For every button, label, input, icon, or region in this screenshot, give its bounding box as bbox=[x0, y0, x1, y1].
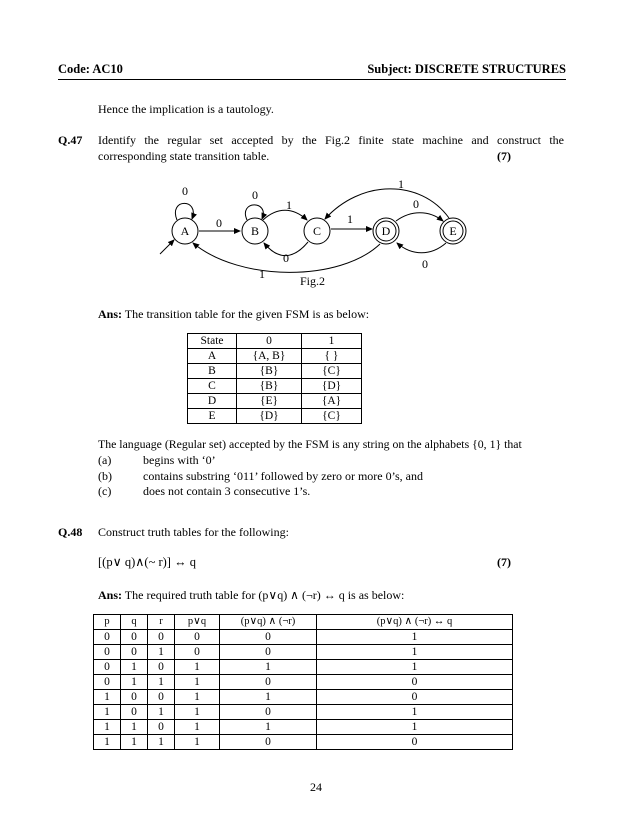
edge-a-self bbox=[175, 203, 193, 220]
table-cell: 1 bbox=[148, 675, 175, 690]
condition-c-label: (c) bbox=[98, 484, 112, 498]
table-row bbox=[188, 379, 362, 394]
table-cell: 0 bbox=[148, 690, 175, 705]
table-header-row bbox=[188, 334, 362, 349]
table-header-cell: p bbox=[94, 615, 121, 630]
table-cell: 1 bbox=[94, 690, 121, 705]
table-cell: 1 bbox=[121, 720, 148, 735]
table-cell: 0 bbox=[175, 645, 220, 660]
table-header-cell: 1 bbox=[302, 334, 362, 349]
table-cell: 0 bbox=[121, 705, 148, 720]
table-cell: 0 bbox=[94, 630, 121, 645]
state-a-label: A bbox=[180, 224, 190, 238]
table-row bbox=[94, 645, 513, 660]
start-arrow bbox=[160, 240, 174, 254]
edge-c-d-label: 1 bbox=[347, 212, 353, 226]
state-b-label: B bbox=[250, 224, 260, 238]
table-cell: 0 bbox=[121, 630, 148, 645]
table-cell: 0 bbox=[148, 660, 175, 675]
table-row bbox=[188, 349, 362, 364]
table-cell: 1 bbox=[317, 720, 513, 735]
edge-b-c bbox=[263, 210, 307, 220]
q48-text: Construct truth tables for the following: bbox=[98, 525, 289, 539]
table-cell: {C} bbox=[302, 364, 362, 379]
table-cell: 0 bbox=[175, 630, 220, 645]
table-row bbox=[94, 735, 513, 750]
table-cell: B bbox=[188, 364, 237, 379]
table-cell: 1 bbox=[175, 675, 220, 690]
table-cell: {B} bbox=[237, 364, 302, 379]
table-cell: 1 bbox=[121, 660, 148, 675]
q48-answer bbox=[98, 588, 404, 603]
edge-c-b-label: 0 bbox=[283, 251, 289, 265]
q48-marks: (7) bbox=[497, 555, 511, 569]
table-cell: 1 bbox=[175, 735, 220, 750]
table-header-cell: 0 bbox=[237, 334, 302, 349]
table-cell: {B} bbox=[237, 379, 302, 394]
q47-ans-label: Ans: bbox=[98, 307, 123, 321]
table-header-row bbox=[94, 615, 513, 630]
table-cell: 1 bbox=[175, 720, 220, 735]
q48-formula: [(p∨ q)∧(~ r)] ↔ q bbox=[98, 555, 196, 569]
table-cell: E bbox=[188, 409, 237, 424]
table-header-cell: (p∨q) ∧ (¬r) bbox=[220, 615, 317, 630]
q47-marks: (7) bbox=[497, 149, 511, 163]
header-rule bbox=[58, 79, 566, 80]
state-d-label: D bbox=[381, 224, 391, 238]
condition-b-label: (b) bbox=[98, 469, 112, 483]
state-c-label: C bbox=[312, 224, 322, 238]
language-text: The language (Regular set) accepted by the FSM is any string on the alphabets {0, 1} that bbox=[98, 437, 522, 451]
table-cell: 0 bbox=[121, 690, 148, 705]
table-row bbox=[94, 675, 513, 690]
edge-e-c-label: 1 bbox=[398, 177, 404, 191]
edge-e-d bbox=[397, 243, 446, 253]
table-cell: 1 bbox=[220, 690, 317, 705]
table-row bbox=[94, 660, 513, 675]
table-cell: 0 bbox=[220, 735, 317, 750]
q47-number: Q.47 bbox=[58, 133, 83, 147]
condition-a-label: (a) bbox=[98, 453, 112, 467]
table-cell: 1 bbox=[148, 735, 175, 750]
q47-answer bbox=[98, 307, 369, 322]
fig-caption: Fig.2 bbox=[300, 274, 326, 288]
table-cell: 0 bbox=[220, 630, 317, 645]
table-cell: { } bbox=[302, 349, 362, 364]
edge-b-c-label: 1 bbox=[286, 198, 292, 212]
q47-ans-text: The transition table for the given FSM is as below: bbox=[122, 307, 370, 321]
q48-ans-text: The required truth table for (p∨q) ∧ (¬r) ↔ q is as below: bbox=[122, 588, 405, 602]
edge-e-d-label: 0 bbox=[422, 257, 428, 271]
table-cell: 0 bbox=[148, 630, 175, 645]
table-row bbox=[94, 690, 513, 705]
table-cell: 0 bbox=[94, 660, 121, 675]
table-row bbox=[188, 394, 362, 409]
table-cell: 1 bbox=[175, 660, 220, 675]
q47-line1: Identify the regular set accepted by the Fig.2 finite state machine and construct the bbox=[98, 133, 564, 147]
table-row bbox=[188, 364, 362, 379]
table-cell: 1 bbox=[317, 705, 513, 720]
table-cell: {D} bbox=[237, 409, 302, 424]
table-row bbox=[94, 630, 513, 645]
table-cell: 1 bbox=[175, 705, 220, 720]
table-cell: 0 bbox=[317, 690, 513, 705]
table-cell: A bbox=[188, 349, 237, 364]
table-cell: 1 bbox=[175, 690, 220, 705]
table-row bbox=[188, 409, 362, 424]
table-cell: 1 bbox=[148, 645, 175, 660]
table-cell: 0 bbox=[220, 705, 317, 720]
table-cell: {A, B} bbox=[237, 349, 302, 364]
table-cell: C bbox=[188, 379, 237, 394]
table-cell: 1 bbox=[317, 660, 513, 675]
table-cell: 0 bbox=[220, 645, 317, 660]
fsm-diagram bbox=[150, 172, 480, 292]
table-cell: D bbox=[188, 394, 237, 409]
table-header-cell: (p∨q) ∧ (¬r) ↔ q bbox=[317, 615, 513, 630]
table-cell: 0 bbox=[317, 675, 513, 690]
table-cell: 1 bbox=[148, 705, 175, 720]
edge-a-self-label: 0 bbox=[182, 184, 188, 198]
intro-text: Hence the implication is a tautology. bbox=[98, 102, 274, 116]
truth-table bbox=[93, 614, 513, 750]
q48-number: Q.48 bbox=[58, 525, 83, 539]
table-cell: {E} bbox=[237, 394, 302, 409]
edge-d-e bbox=[396, 213, 443, 221]
table-cell: 0 bbox=[94, 675, 121, 690]
table-cell: 1 bbox=[317, 645, 513, 660]
header-subject: Subject: DISCRETE STRUCTURES bbox=[367, 62, 566, 76]
table-cell: 0 bbox=[94, 645, 121, 660]
table-cell: 1 bbox=[121, 735, 148, 750]
table-header-cell: p∨q bbox=[175, 615, 220, 630]
table-cell: 0 bbox=[148, 720, 175, 735]
condition-a-text: begins with ‘0’ bbox=[143, 453, 216, 467]
table-header-cell: q bbox=[121, 615, 148, 630]
edge-d-e-label: 0 bbox=[413, 197, 419, 211]
table-cell: 1 bbox=[94, 735, 121, 750]
table-cell: 1 bbox=[317, 630, 513, 645]
table-cell: {C} bbox=[302, 409, 362, 424]
q47-line2: corresponding state transition table. bbox=[98, 149, 270, 163]
table-cell: 0 bbox=[121, 645, 148, 660]
table-header-cell: r bbox=[148, 615, 175, 630]
edge-a-b-label: 0 bbox=[216, 216, 222, 230]
table-cell: 0 bbox=[317, 735, 513, 750]
condition-c-text: does not contain 3 consecutive 1’s. bbox=[143, 484, 311, 498]
page-number: 24 bbox=[310, 780, 322, 794]
condition-b-text: contains substring ‘011’ followed by zero or more 0’s, and bbox=[143, 469, 423, 483]
table-cell: {D} bbox=[302, 379, 362, 394]
table-cell: 1 bbox=[121, 675, 148, 690]
table-cell: 1 bbox=[220, 660, 317, 675]
q48-ans-label: Ans: bbox=[98, 588, 123, 602]
table-cell: 0 bbox=[220, 675, 317, 690]
edge-d-a-label: 1 bbox=[259, 267, 265, 281]
table-cell: 1 bbox=[94, 705, 121, 720]
table-cell: 1 bbox=[220, 720, 317, 735]
table-cell: {A} bbox=[302, 394, 362, 409]
edge-b-self-label: 0 bbox=[252, 188, 258, 202]
state-e-label: E bbox=[449, 224, 457, 238]
header-code: Code: AC10 bbox=[58, 62, 123, 76]
table-header-cell: State bbox=[188, 334, 237, 349]
transition-table bbox=[187, 333, 362, 424]
table-cell: 1 bbox=[94, 720, 121, 735]
table-row bbox=[94, 705, 513, 720]
table-row bbox=[94, 720, 513, 735]
